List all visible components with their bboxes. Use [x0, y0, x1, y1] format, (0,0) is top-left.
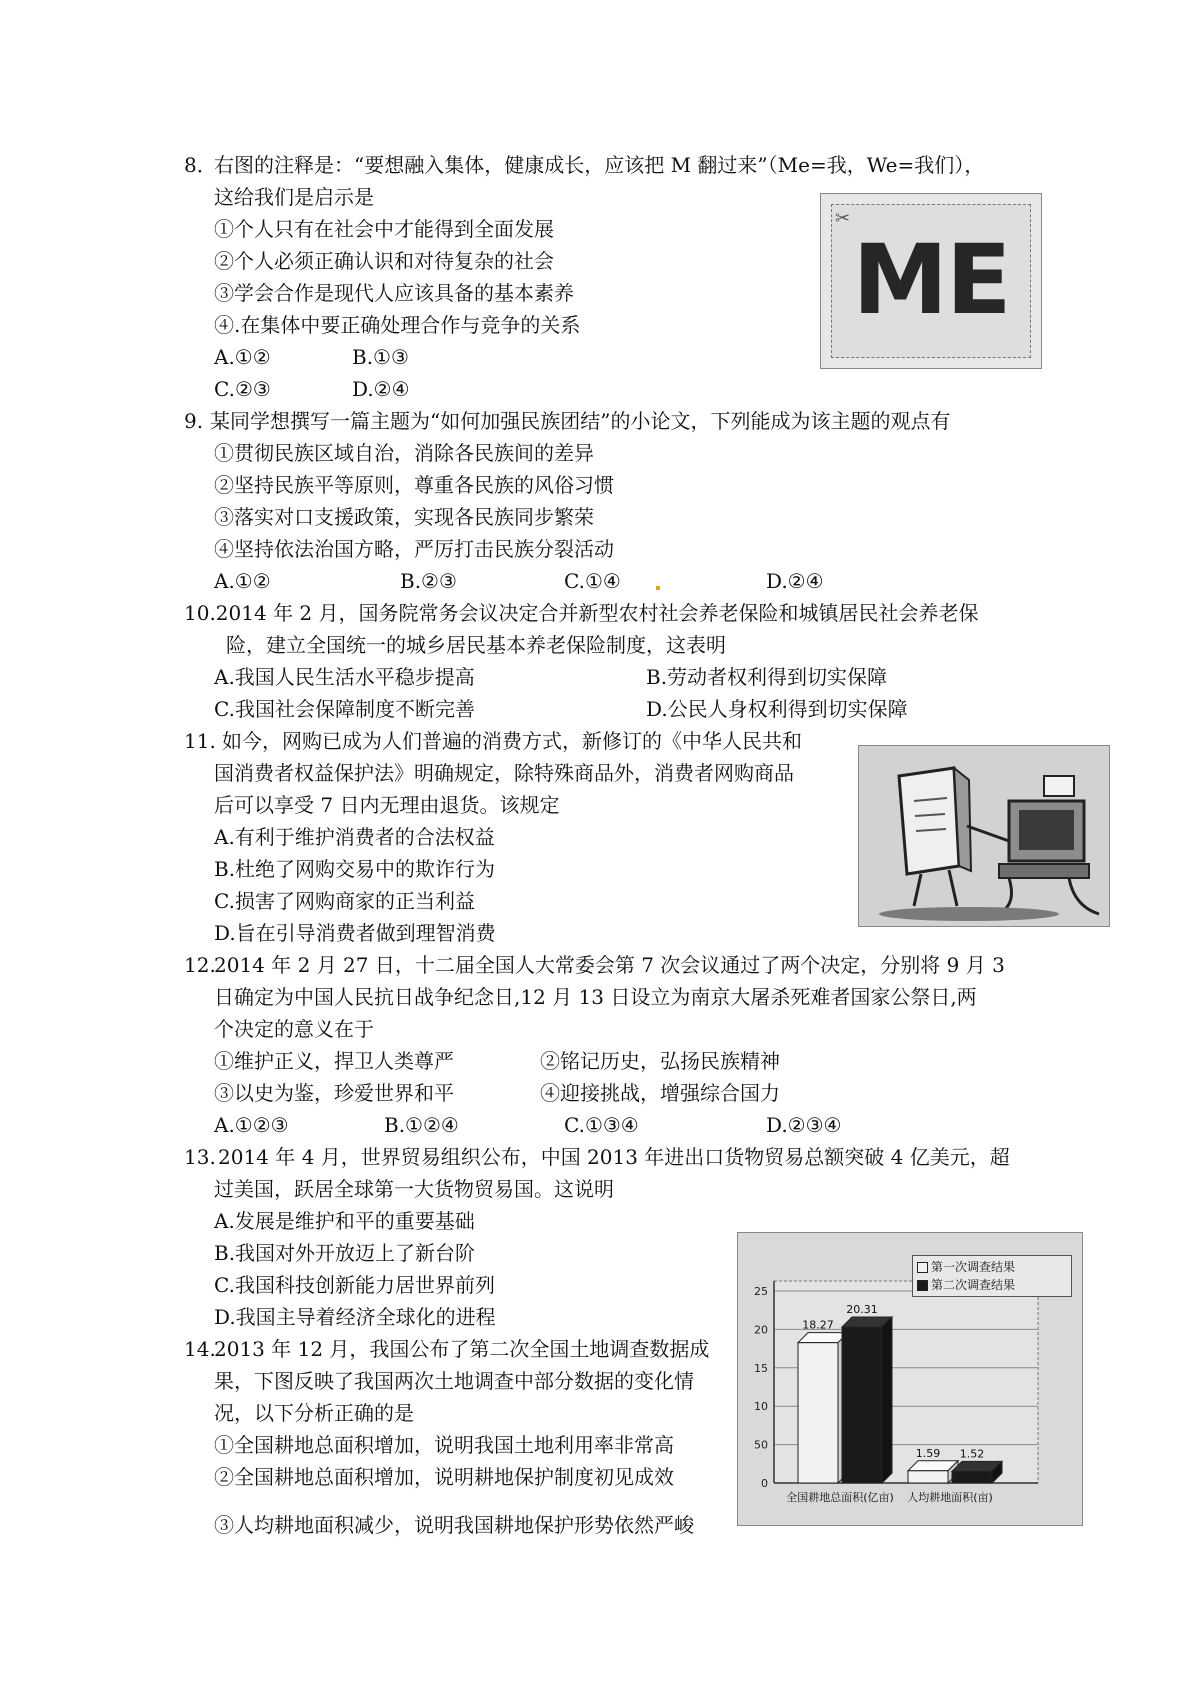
option-d[interactable]: D.②④ [766, 569, 824, 593]
option-c[interactable]: C.损害了网购商家的正当利益 [214, 889, 475, 913]
option-b[interactable]: B.②③ [400, 569, 457, 593]
option-a[interactable]: A.①② [214, 569, 271, 593]
question-stem: 这给我们是启示是 [214, 185, 374, 209]
y-tick-label: 10 [754, 1400, 768, 1414]
statement-item: ④坚持依法治国方略，严厉打击民族分裂活动 [214, 537, 614, 561]
y-tick-label: 20 [754, 1323, 768, 1337]
online-shopping-cartoon [858, 745, 1110, 927]
statement-item: ③落实对口支援政策，实现各民族同步繁荣 [214, 505, 594, 529]
question-stem: 日确定为中国人民抗日战争纪念日,12 月 13 日设立为南京大屠杀死难者国家公祭日,两 [214, 985, 977, 1009]
statement-item: ①全国耕地总面积增加，说明我国土地利用率非常高 [214, 1433, 674, 1457]
option-c[interactable]: C.①④ [564, 569, 621, 593]
y-tick-label: 0 [761, 1477, 768, 1490]
bar [952, 1471, 992, 1483]
option-c[interactable]: C.②③ [214, 377, 271, 401]
me-letters: ME [852, 224, 1010, 336]
statement-item: ①个人只有在社会中才能得到全面发展 [214, 217, 554, 241]
option-c[interactable]: C.①③④ [564, 1113, 639, 1137]
option-a[interactable]: A.我国人民生活水平稳步提高 [214, 665, 475, 689]
question-stem: 果，下图反映了我国两次土地调查中部分数据的变化情 [214, 1369, 694, 1393]
statement-item: ②坚持民族平等原则，尊重各民族的风俗习惯 [214, 473, 614, 497]
statement-item: ①维护正义，捍卫人类尊严 [214, 1049, 454, 1073]
option-a[interactable]: A.①②③ [214, 1113, 289, 1137]
scan-dot [656, 586, 660, 590]
category-label: 人均耕地面积(亩) [907, 1491, 993, 1504]
question-number: 13. [184, 1145, 216, 1169]
question-stem: 右图的注释是：“要想融入集体，健康成长，应该把 M 翻过来”（Me=我，We=我们）， [214, 153, 985, 177]
scissors-icon: ✂ [835, 208, 851, 229]
option-d[interactable]: D.我国主导着经济全球化的进程 [214, 1305, 496, 1329]
land-survey-chart [737, 1232, 1083, 1526]
y-tick-label: 25 [754, 1285, 768, 1298]
option-d[interactable]: D.②④ [352, 377, 410, 401]
y-tick-label: 50 [754, 1438, 768, 1452]
question-number: 14. [184, 1337, 216, 1361]
statement-item: ③学会合作是现代人应该具备的基本素养 [214, 281, 574, 305]
y-tick-label: 15 [754, 1361, 768, 1375]
question-stem: 如今，网购已成为人们普遍的消费方式，新修订的《中华人民共和 [222, 729, 802, 753]
question-stem: 个决定的意义在于 [214, 1017, 374, 1041]
option-c[interactable]: C.我国社会保障制度不断完善 [214, 697, 475, 721]
me-figure [820, 193, 1042, 369]
option-a[interactable]: A.发展是维护和平的重要基础 [214, 1209, 475, 1233]
statement-item: ④.在集体中要正确处理合作与竞争的关系 [214, 313, 581, 337]
question-number: 9. [184, 409, 204, 433]
option-b[interactable]: B.劳动者权利得到切实保障 [646, 665, 888, 689]
statement-item: ②全国耕地总面积增加，说明耕地保护制度初见成效 [214, 1465, 674, 1489]
option-d[interactable]: D.旨在引导消费者做到理智消费 [214, 921, 496, 945]
data-label: 20.31 [846, 1303, 878, 1317]
data-label: 1.52 [959, 1447, 985, 1461]
statement-item: ②铭记历史，弘扬民族精神 [540, 1049, 780, 1073]
category-label: 全国耕地总面积(亿亩) [786, 1491, 894, 1504]
cartoon-illustration [859, 746, 1109, 926]
statement-item: ④迎接挑战，增强综合国力 [540, 1081, 780, 1105]
legend-entry-second: 第二次调查结果 [917, 1276, 1067, 1294]
legend-entry-first: 第一次调查结果 [917, 1258, 1067, 1276]
option-a[interactable]: A.①② [214, 345, 271, 369]
question-number: 12. [184, 953, 216, 977]
question-stem: 2014 年 4 月，世界贸易组织公布，中国 2013 年进出口货物贸易总额突破 4 亿美元，超 [218, 1145, 1010, 1169]
question-number: 8． [184, 153, 217, 177]
option-d[interactable]: D.②③④ [766, 1113, 842, 1137]
question-stem: 2014 年 2 月 27 日，十二届全国人大常委会第 7 次会议通过了两个决定，分别将 9 月 3 [214, 953, 1005, 977]
data-label: 18.27 [802, 1318, 834, 1332]
question-stem: 险，建立全国统一的城乡居民基本养老保险制度，这表明 [226, 633, 726, 657]
question-stem: 2013 年 12 月，我国公布了第二次全国土地调查数据成 [214, 1337, 710, 1361]
question-stem: 况，以下分析正确的是 [214, 1401, 414, 1425]
bar [842, 1327, 882, 1483]
statement-item: ③以史为鉴，珍爱世界和平 [214, 1081, 454, 1105]
option-b[interactable]: B.杜绝了网购交易中的欺诈行为 [214, 857, 496, 881]
question-number: 11. [184, 729, 216, 753]
question-stem: 某同学想撰写一篇主题为“如何加强民族团结”的小论文，下列能成为该主题的观点有 [210, 409, 951, 433]
question-stem: 过美国，跃居全球第一大货物贸易国。这说明 [214, 1177, 614, 1201]
option-c[interactable]: C.我国科技创新能力居世界前列 [214, 1273, 495, 1297]
option-b[interactable]: B.①③ [352, 345, 409, 369]
option-d[interactable]: D.公民人身权利得到切实保障 [646, 697, 908, 721]
bar-side [882, 1317, 892, 1483]
option-a[interactable]: A.有利于维护消费者的合法权益 [214, 825, 495, 849]
question-stem: 10.2014 年 2 月，国务院常务会议决定合并新型农村社会养老保险和城镇居民社会养老保 [184, 601, 979, 625]
statement-item: ①贯彻民族区域自治，消除各民族间的差异 [214, 441, 594, 465]
option-b[interactable]: B.我国对外开放迈上了新台阶 [214, 1241, 476, 1265]
bar [908, 1471, 948, 1483]
bar [798, 1343, 838, 1483]
question-stem: 国消费者权益保护法》明确规定，除特殊商品外，消费者网购商品 [214, 761, 794, 785]
statement-item: ②个人必须正确认识和对待复杂的社会 [214, 249, 554, 273]
chart-legend [912, 1255, 1072, 1297]
question-stem: 后可以享受 7 日内无理由退货。该规定 [214, 793, 560, 817]
option-b[interactable]: B.①②④ [384, 1113, 459, 1137]
data-label: 1.59 [915, 1446, 941, 1460]
statement-item: ③人均耕地面积减少，说明我国耕地保护形势依然严峻 [214, 1513, 694, 1537]
